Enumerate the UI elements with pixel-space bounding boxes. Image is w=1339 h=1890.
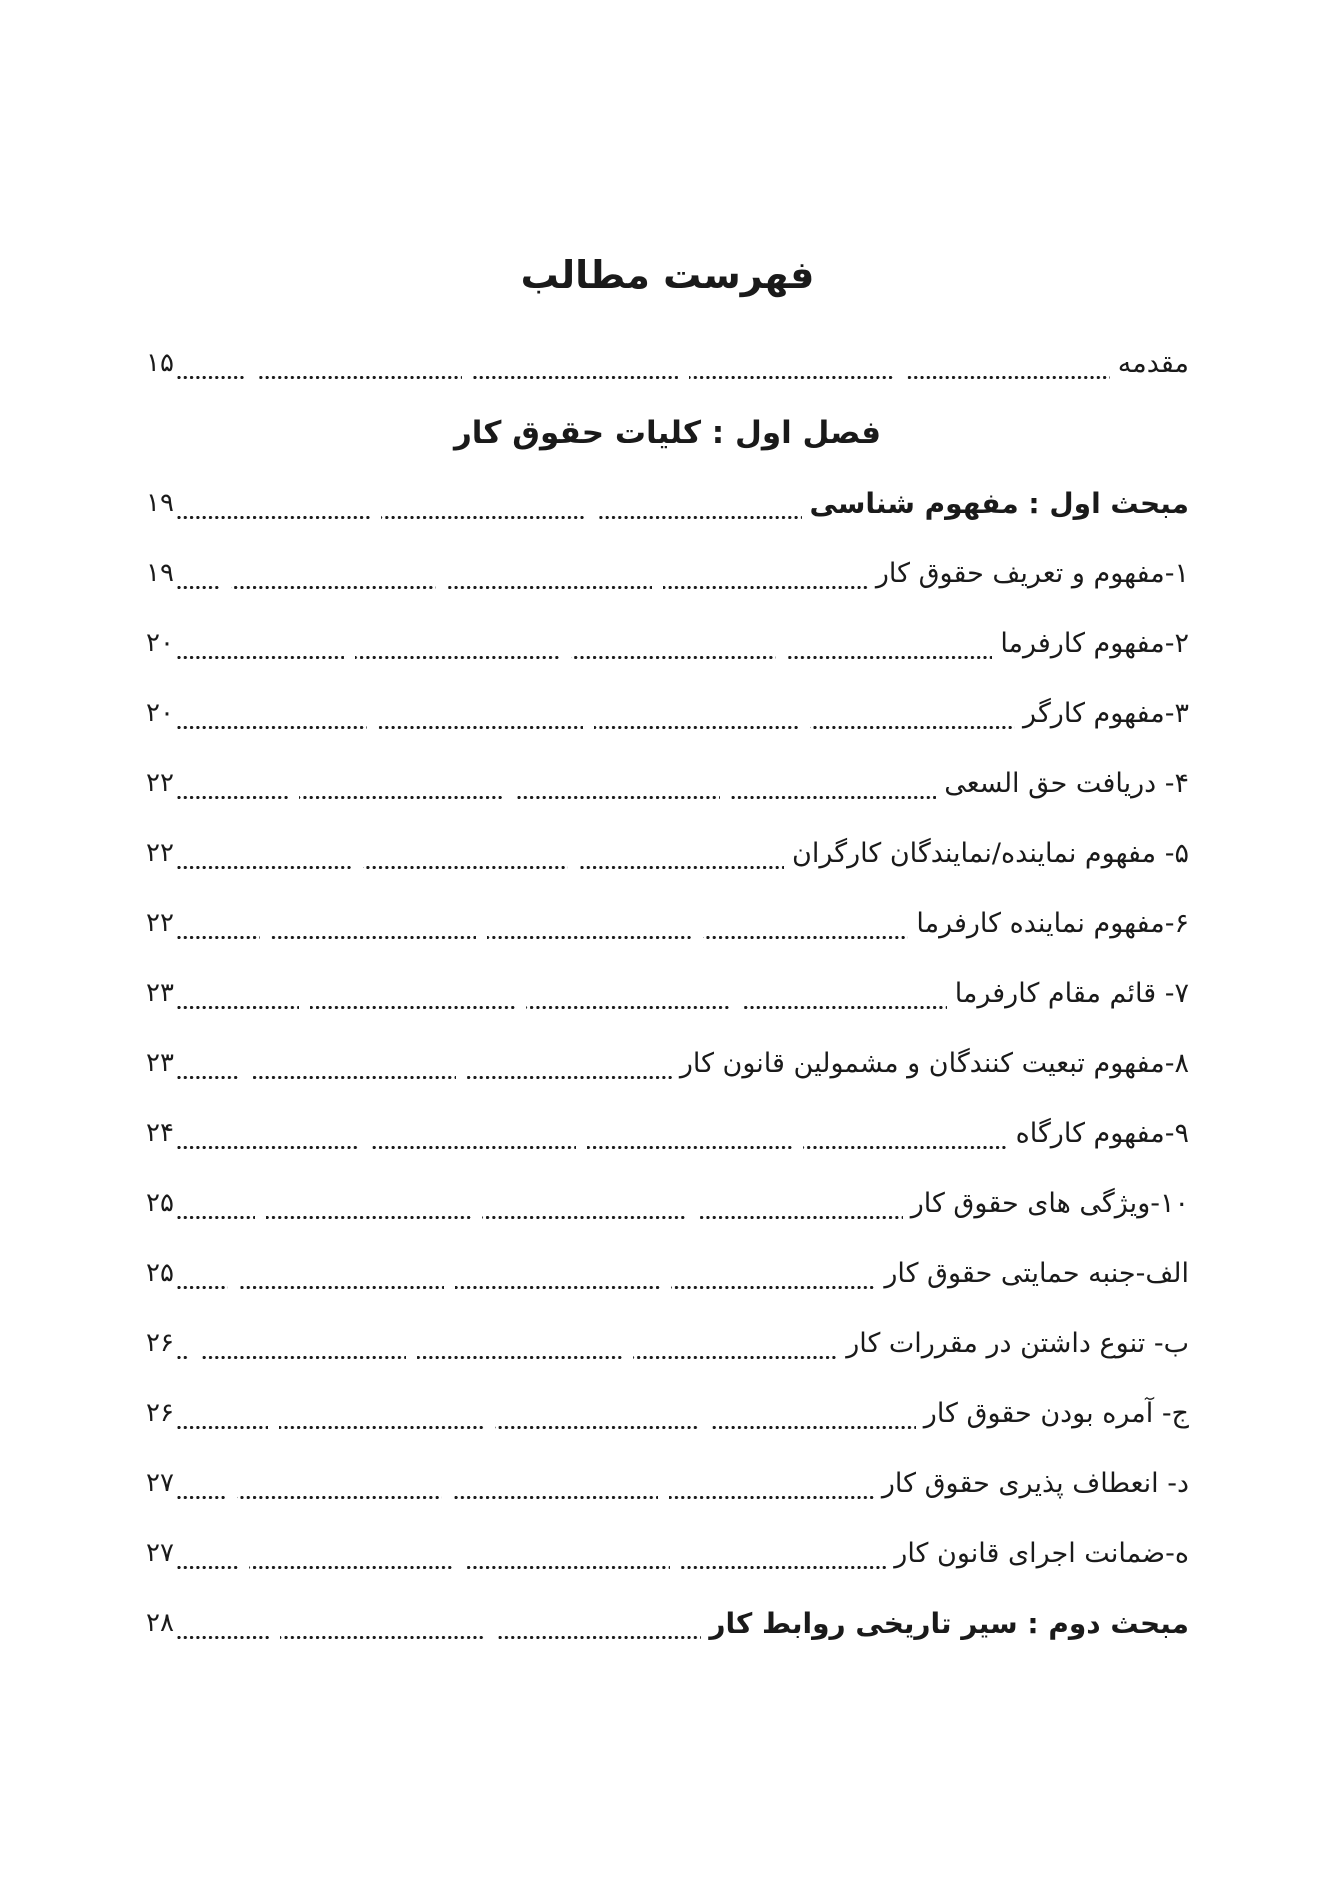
- dotted-leader: [176, 1214, 903, 1221]
- dotted-leader: [176, 1634, 701, 1641]
- toc-entry-label: ۱-مفهوم و تعریف حقوق کار: [875, 557, 1189, 589]
- toc-entry: [146, 678, 1189, 748]
- dotted-leader: [176, 934, 908, 941]
- toc-entry-label: مبحث دوم : سیر تاریخی روابط کار: [709, 1606, 1189, 1640]
- toc-entry-label: ۷- قائم مقام کارفرما: [954, 977, 1189, 1009]
- chapter-heading-label: فصل اول : کلیات حقوق کار: [453, 415, 882, 451]
- dotted-leader: [176, 514, 802, 521]
- dotted-leader: [176, 584, 868, 591]
- toc-entry-page: ۱۹: [146, 488, 174, 518]
- toc-entry-page: ۲۰: [146, 628, 174, 658]
- chapter-heading: [146, 398, 1189, 468]
- toc-entry: [146, 608, 1189, 678]
- toc-entry: [146, 888, 1189, 958]
- dotted-leader: [176, 1424, 916, 1431]
- toc-entry-label: ۳-مفهوم کارگر: [1023, 697, 1189, 729]
- toc-entry-page: ۲۲: [146, 908, 174, 938]
- dotted-leader: [176, 1494, 874, 1501]
- toc-entry-page: ۲۴: [146, 1118, 174, 1148]
- toc-entry-label: ه-ضمانت اجرای قانون کار: [894, 1537, 1189, 1569]
- toc-entry: [146, 1518, 1189, 1588]
- toc-entry: [146, 1098, 1189, 1168]
- toc-entry: [146, 1238, 1189, 1308]
- dotted-leader: [176, 864, 784, 871]
- toc-entry: [146, 958, 1189, 1028]
- dotted-leader: [176, 794, 936, 801]
- toc-entry-label: ب- تنوع داشتن در مقررات کار: [846, 1327, 1189, 1359]
- toc-entry-page: ۲۸: [146, 1608, 174, 1638]
- toc-entry: [146, 468, 1189, 538]
- toc-entry: [146, 1588, 1189, 1658]
- toc-entry-page: ۲۶: [146, 1328, 174, 1358]
- toc-entry-page: ۱۹: [146, 558, 174, 588]
- toc-entry-page: ۲۲: [146, 838, 174, 868]
- toc-entry-label: مبحث اول : مفهوم شناسی: [809, 486, 1189, 520]
- toc-entry-label: د- انعطاف پذیری حقوق کار: [881, 1467, 1189, 1499]
- dotted-leader: [176, 374, 1110, 381]
- toc-entry-label: ۲-مفهوم کارفرما: [1000, 627, 1189, 659]
- toc-entry-label: ۱۰-ویژگی های حقوق کار: [910, 1187, 1189, 1219]
- toc-entry-label: ۵- مفهوم نماینده/نمایندگان کارگران: [792, 837, 1189, 869]
- toc-entry: [146, 748, 1189, 818]
- page-title: فهرست مطالب: [520, 253, 815, 297]
- toc-entry: [146, 1448, 1189, 1518]
- dotted-leader: [176, 1354, 838, 1361]
- toc-entry: [146, 1028, 1189, 1098]
- dotted-leader: [176, 1564, 886, 1571]
- toc-entry: [146, 328, 1189, 398]
- dotted-leader: [176, 1004, 947, 1011]
- toc-entry-page: ۲۲: [146, 768, 174, 798]
- toc-entry-label: ۴- دریافت حق السعی: [944, 767, 1189, 799]
- toc-entry-page: ۲۷: [146, 1468, 174, 1498]
- toc-entry-label: ۹-مفهوم کارگاه: [1015, 1117, 1189, 1149]
- toc-entry-label: ۸-مفهوم تبعیت کنندگان و مشمولین قانون کار: [679, 1047, 1189, 1079]
- toc-entry-page: ۲۵: [146, 1188, 174, 1218]
- dotted-leader: [176, 1284, 876, 1291]
- toc-entry-label: ج- آمره بودن حقوق کار: [923, 1397, 1189, 1429]
- toc-entry-label: الف-جنبه حمایتی حقوق کار: [884, 1257, 1189, 1289]
- toc-entry-page: ۲۶: [146, 1398, 174, 1428]
- toc-entry-page: ۲۰: [146, 698, 174, 728]
- toc-entry: [146, 1378, 1189, 1448]
- toc-entry-page: ۲۳: [146, 978, 174, 1008]
- toc-entry: [146, 538, 1189, 608]
- toc-entry-page: ۲۵: [146, 1258, 174, 1288]
- toc-entry-label: ۶-مفهوم نماینده کارفرما: [916, 907, 1189, 939]
- dotted-leader: [176, 1074, 672, 1081]
- toc-entry-page: ۲۷: [146, 1538, 174, 1568]
- toc-entry-label: مقدمه: [1117, 347, 1189, 379]
- toc-entry: [146, 818, 1189, 888]
- toc-entry: [146, 1168, 1189, 1238]
- toc-list: [146, 328, 1189, 1658]
- dotted-leader: [176, 654, 992, 661]
- toc-entry-page: ۱۵: [146, 348, 174, 378]
- dotted-leader: [176, 1144, 1008, 1151]
- toc-entry: [146, 1308, 1189, 1378]
- dotted-leader: [176, 724, 1015, 731]
- toc-entry-page: ۲۳: [146, 1048, 174, 1078]
